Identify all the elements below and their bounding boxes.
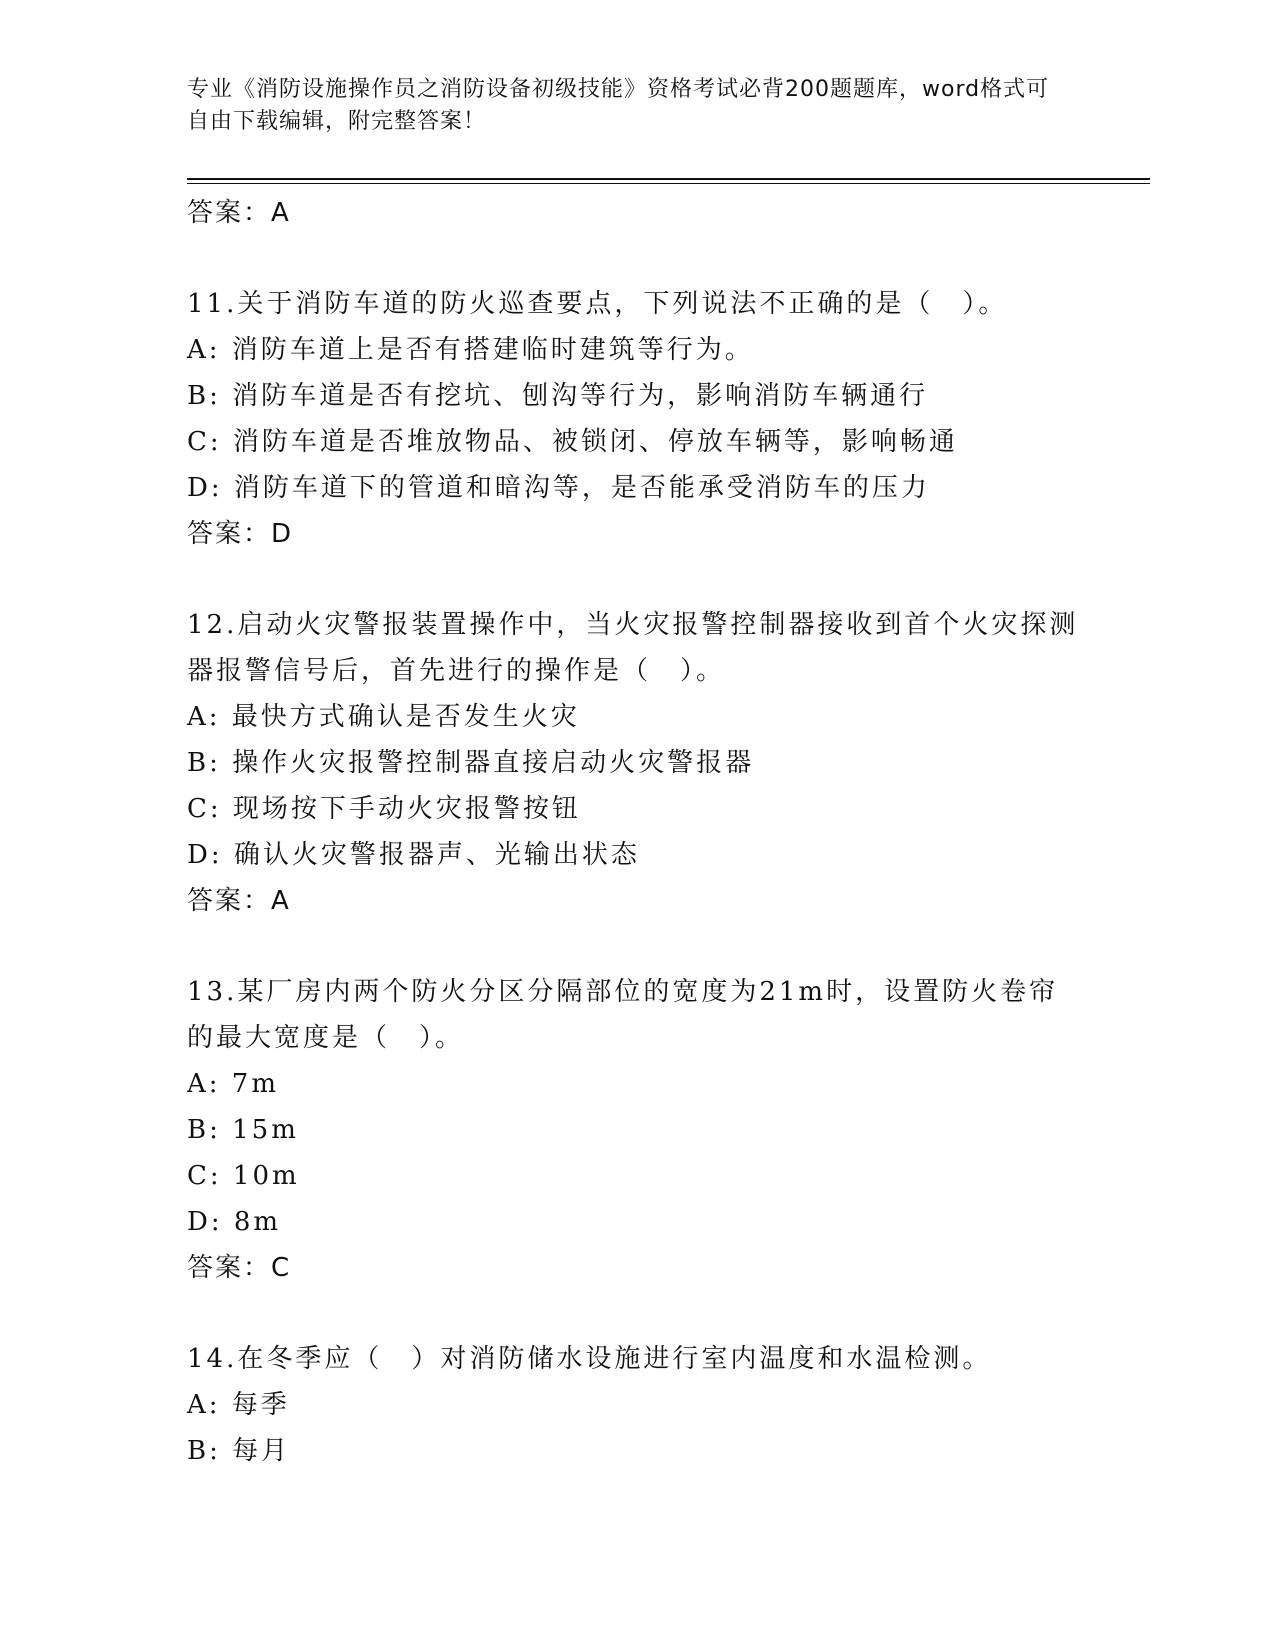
answer-value: A bbox=[271, 198, 289, 228]
option-b: B: 每月 bbox=[187, 1436, 291, 1466]
option-a: A: 7m bbox=[187, 1069, 279, 1099]
question-stem: 11.关于消防车道的防火巡查要点，下列说法不正确的是（ ）。 bbox=[187, 289, 1008, 319]
option-a: A: 每季 bbox=[187, 1390, 290, 1420]
answer-line bbox=[187, 190, 1087, 236]
answer-label: 答案： bbox=[187, 1253, 272, 1283]
answer-line bbox=[187, 1245, 1087, 1291]
option-b: B: 15m bbox=[187, 1115, 299, 1145]
question-11 bbox=[187, 281, 1087, 557]
answer-line bbox=[187, 511, 1087, 557]
document-header: 专业《消防设施操作员之消防设备初级技能》资格考试必背200题题库，word格式可自由下载编辑，附完整答案！ bbox=[187, 77, 1050, 134]
option-d: D: 8m bbox=[187, 1207, 282, 1237]
question-stem: 14.在冬季应（ ）对消防储水设施进行室内温度和水温检测。 bbox=[187, 1344, 992, 1374]
answer-label: 答案： bbox=[187, 519, 272, 549]
answer-label: 答案： bbox=[187, 198, 272, 228]
option-c: C: 消防车道是否堆放物品、被锁闭、停放车辆等，影响畅通 bbox=[187, 427, 958, 457]
question-list bbox=[187, 190, 1087, 1474]
answer-value: A bbox=[271, 886, 289, 916]
answer-value: D bbox=[271, 519, 292, 549]
option-b: B: 消防车道是否有挖坑、刨沟等行为，影响消防车辆通行 bbox=[187, 381, 929, 411]
question-stem: 13.某厂房内两个防火分区分隔部位的宽度为21m时，设置防火卷帘的最大宽度是（ ）。 bbox=[187, 977, 1059, 1053]
answer-value: C bbox=[271, 1253, 290, 1283]
option-a: A: 最快方式确认是否发生火灾 bbox=[187, 702, 580, 732]
answer-line bbox=[187, 878, 1087, 924]
option-d: D: 消防车道下的管道和暗沟等，是否能承受消防车的压力 bbox=[187, 473, 930, 503]
question-13 bbox=[187, 969, 1087, 1291]
option-d: D: 确认火灾警报器声、光输出状态 bbox=[187, 840, 640, 870]
option-c: C: 10m bbox=[187, 1161, 300, 1191]
header-divider-thin bbox=[187, 183, 1150, 184]
question-stem: 12.启动火灾警报装置操作中，当火灾报警控制器接收到首个火灾探测器报警信号后，首先进行的操作是（ ）。 bbox=[187, 610, 1079, 686]
option-c: C: 现场按下手动火灾报警按钮 bbox=[187, 794, 581, 824]
option-a: A: 消防车道上是否有搭建临时建筑等行为。 bbox=[187, 335, 754, 365]
option-b: B: 操作火灾报警控制器直接启动火灾警报器 bbox=[187, 748, 755, 778]
question-14 bbox=[187, 1336, 1087, 1474]
question-12 bbox=[187, 602, 1087, 924]
header-divider bbox=[187, 178, 1150, 180]
answer-label: 答案： bbox=[187, 886, 272, 916]
